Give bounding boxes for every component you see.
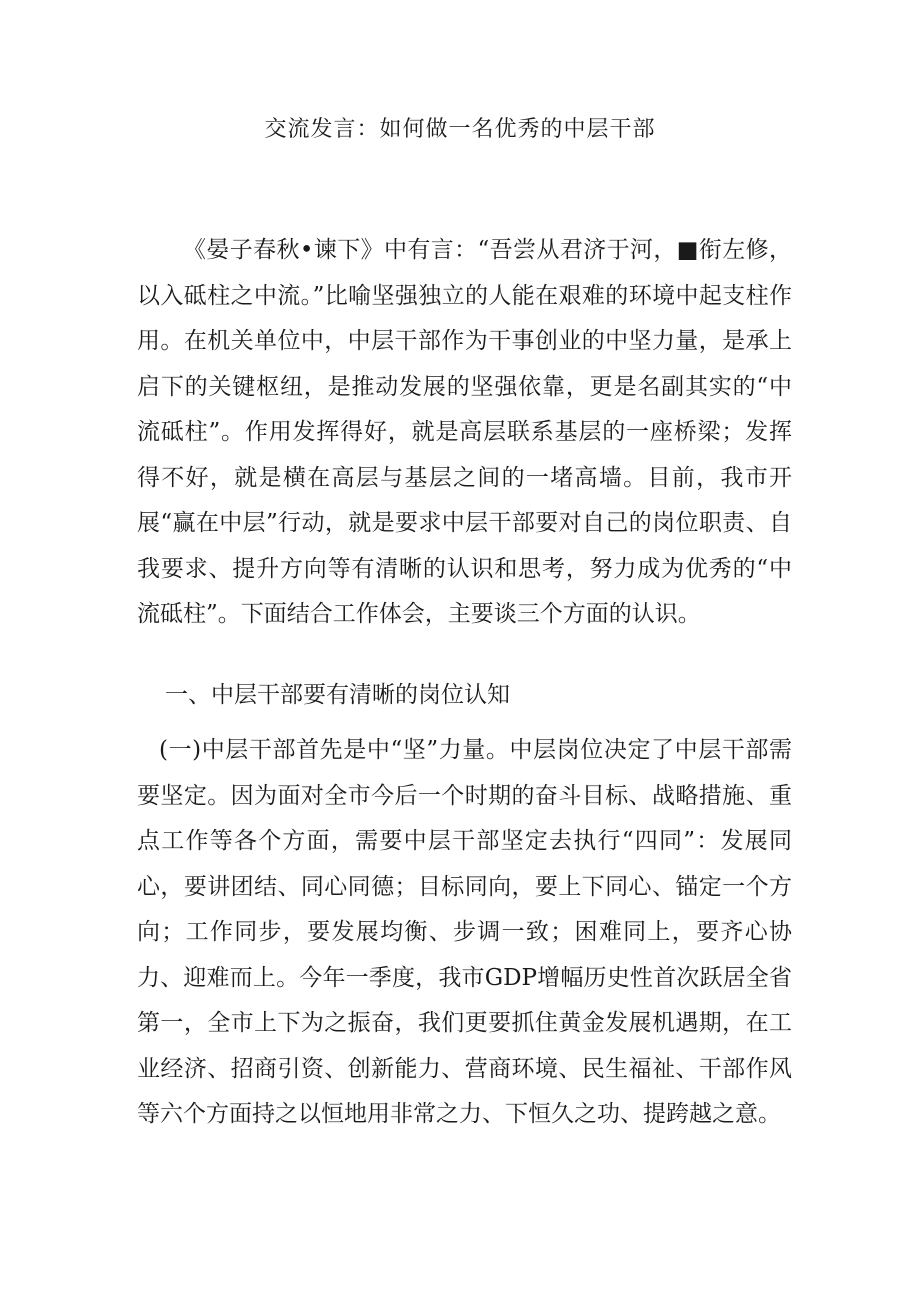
intro-paragraph: 《晏子春秋•谏下》中有言：“吾尝从君济于河，■衔左修，以入砥柱之中流。”比喻坚强独立的人能在艰难的环境中起支柱作用。在机关单位中，中层干部作为干事创业的中坚力量，是承上启下的关键枢纽，是推动发展的坚强依靠，更是名副其实的“中流砥柱”。作用发挥得好，就是高层联系基层的一座桥梁；发挥得不好，就是横在高层与基层之间的一堵高墙。目前，我市开展“赢在中层”行动，就是要求中层干部要对自己的岗位职责、自我要求、提升方向等有清晰的认识和思考，努力成为优秀的“中流砥柱”。下面结合工作体会，主要谈三个方面的认识。 xyxy=(137,237,792,627)
document-title: 交流发言：如何做一名优秀的中层干部 xyxy=(264,117,656,142)
section-heading-1: 一、中层干部要有清晰的岗位认知 xyxy=(165,682,510,708)
section-1-paragraph-1: (一)中层干部首先是中“坚”力量。中层岗位决定了中层干部需要坚定。因为面对全市今后一个时期的奋斗目标、战略措施、重点工作等各个方面，需要中层干部坚定去执行“四同”：发展同心，要讲团结、同心同德；目标同向，要上下同心、锚定一个方向；工作同步，要发展均衡、步调一致；困难同上，要齐心协力、迎难而上。今年一季度，我市GDP增幅历史性首次跃居全省第一，全市上下为之振奋，我们更要抓住黄金发展机遇期，在工业经济、招商引资、创新能力、营商环境、民生福祉、干部作风等六个方面持之以恒地用非常之力、下恒久之功、提跨越之意。 xyxy=(137,737,792,1127)
